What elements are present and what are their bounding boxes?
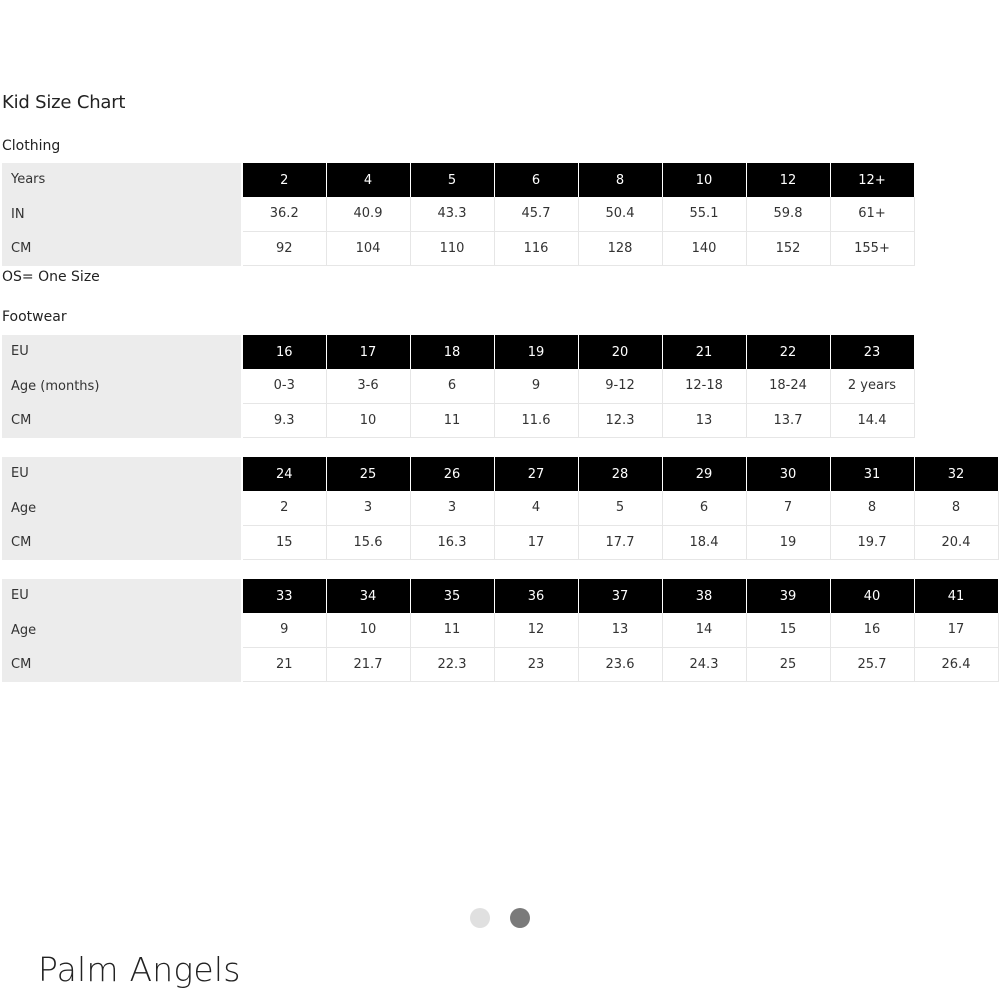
size-header-cell: 38 (662, 579, 746, 613)
size-value-cell: 5 (578, 491, 662, 525)
size-value-cell: 116 (494, 231, 578, 265)
size-value-cell: 43.3 (410, 197, 494, 231)
table-row (2, 491, 998, 525)
size-value-cell: 19 (746, 525, 830, 559)
clothing-table (2, 163, 915, 266)
row-label: CM (2, 403, 242, 437)
row-label: CM (2, 647, 242, 681)
row-label: IN (2, 197, 242, 231)
one-size-note: OS= One Size (2, 269, 100, 285)
size-value-cell: 17 (914, 613, 998, 647)
size-header-cell: 20 (578, 335, 662, 369)
size-value-cell: 155+ (830, 231, 914, 265)
table-row (2, 579, 998, 613)
size-header-cell: 32 (914, 457, 998, 491)
size-header-cell: 2 (242, 163, 326, 197)
size-value-cell: 16 (830, 613, 914, 647)
size-header-cell: 25 (326, 457, 410, 491)
size-value-cell: 21.7 (326, 647, 410, 681)
size-header-cell: 16 (242, 335, 326, 369)
footwear-table-3 (2, 579, 999, 682)
size-value-cell: 14.4 (830, 403, 914, 437)
row-label: CM (2, 525, 242, 559)
size-value-cell: 12-18 (662, 369, 746, 403)
size-value-cell: 12 (494, 613, 578, 647)
size-value-cell: 14 (662, 613, 746, 647)
size-header-cell: 34 (326, 579, 410, 613)
size-header-cell: 36 (494, 579, 578, 613)
size-header-cell: 18 (410, 335, 494, 369)
footwear-table-2 (2, 457, 999, 560)
size-value-cell: 17 (494, 525, 578, 559)
chart-title: Kid Size Chart (2, 92, 126, 113)
size-value-cell: 20.4 (914, 525, 998, 559)
size-header-cell: 6 (494, 163, 578, 197)
size-header-cell: 27 (494, 457, 578, 491)
size-value-cell: 22.3 (410, 647, 494, 681)
size-value-cell: 15 (242, 525, 326, 559)
footwear-section-label: Footwear (2, 309, 67, 325)
table-row (2, 457, 998, 491)
size-value-cell: 23 (494, 647, 578, 681)
size-header-cell: 5 (410, 163, 494, 197)
size-value-cell: 10 (326, 403, 410, 437)
size-value-cell: 7 (746, 491, 830, 525)
size-header-cell: 35 (410, 579, 494, 613)
size-value-cell: 4 (494, 491, 578, 525)
size-header-cell: 12 (746, 163, 830, 197)
size-value-cell: 9-12 (578, 369, 662, 403)
size-value-cell: 45.7 (494, 197, 578, 231)
size-value-cell: 8 (830, 491, 914, 525)
table-row (2, 647, 998, 681)
size-value-cell: 16.3 (410, 525, 494, 559)
carousel-pagination (470, 908, 530, 928)
size-value-cell: 104 (326, 231, 410, 265)
size-value-cell: 8 (914, 491, 998, 525)
table-row (2, 525, 998, 559)
size-value-cell: 13 (578, 613, 662, 647)
size-value-cell: 140 (662, 231, 746, 265)
size-header-cell: 40 (830, 579, 914, 613)
table-row (2, 369, 914, 403)
size-value-cell: 9 (494, 369, 578, 403)
size-value-cell: 6 (662, 491, 746, 525)
size-value-cell: 11 (410, 403, 494, 437)
size-value-cell: 50.4 (578, 197, 662, 231)
size-value-cell: 9.3 (242, 403, 326, 437)
size-header-cell: 28 (578, 457, 662, 491)
size-value-cell: 13 (662, 403, 746, 437)
row-label: Age (2, 491, 242, 525)
size-value-cell: 40.9 (326, 197, 410, 231)
size-value-cell: 61+ (830, 197, 914, 231)
row-label: Age (2, 613, 242, 647)
size-value-cell: 36.2 (242, 197, 326, 231)
size-value-cell: 9 (242, 613, 326, 647)
size-value-cell: 19.7 (830, 525, 914, 559)
size-header-cell: 23 (830, 335, 914, 369)
size-header-cell: 12+ (830, 163, 914, 197)
size-value-cell: 11 (410, 613, 494, 647)
size-header-cell: 19 (494, 335, 578, 369)
size-header-cell: 8 (578, 163, 662, 197)
size-header-cell: 10 (662, 163, 746, 197)
size-value-cell: 18-24 (746, 369, 830, 403)
size-value-cell: 17.7 (578, 525, 662, 559)
size-value-cell: 18.4 (662, 525, 746, 559)
size-header-cell: 17 (326, 335, 410, 369)
size-value-cell: 13.7 (746, 403, 830, 437)
table-row (2, 197, 914, 231)
size-header-cell: 26 (410, 457, 494, 491)
size-value-cell: 25.7 (830, 647, 914, 681)
table-row (2, 613, 998, 647)
clothing-section-label: Clothing (2, 138, 61, 154)
size-header-cell: 4 (326, 163, 410, 197)
size-value-cell: 6 (410, 369, 494, 403)
row-label: Age (months) (2, 369, 242, 403)
row-label: EU (2, 579, 242, 613)
size-value-cell: 11.6 (494, 403, 578, 437)
table-row (2, 403, 914, 437)
size-value-cell: 25 (746, 647, 830, 681)
row-label: EU (2, 457, 242, 491)
size-value-cell: 15 (746, 613, 830, 647)
table-row (2, 335, 914, 369)
size-value-cell: 23.6 (578, 647, 662, 681)
size-value-cell: 10 (326, 613, 410, 647)
size-value-cell: 59.8 (746, 197, 830, 231)
size-header-cell: 33 (242, 579, 326, 613)
size-value-cell: 15.6 (326, 525, 410, 559)
size-value-cell: 2 (242, 491, 326, 525)
carousel-dot-1[interactable] (470, 908, 490, 928)
size-header-cell: 31 (830, 457, 914, 491)
size-value-cell: 152 (746, 231, 830, 265)
size-header-cell: 41 (914, 579, 998, 613)
size-value-cell: 92 (242, 231, 326, 265)
table-row (2, 231, 914, 265)
row-label: Years (2, 163, 242, 197)
size-header-cell: 37 (578, 579, 662, 613)
size-value-cell: 26.4 (914, 647, 998, 681)
size-header-cell: 30 (746, 457, 830, 491)
size-header-cell: 29 (662, 457, 746, 491)
size-value-cell: 12.3 (578, 403, 662, 437)
size-value-cell: 55.1 (662, 197, 746, 231)
footwear-table-1 (2, 335, 915, 438)
size-value-cell: 0-3 (242, 369, 326, 403)
table-row (2, 163, 914, 197)
size-value-cell: 110 (410, 231, 494, 265)
size-value-cell: 24.3 (662, 647, 746, 681)
carousel-dot-2[interactable] (510, 908, 530, 928)
size-value-cell: 2 years (830, 369, 914, 403)
size-header-cell: 39 (746, 579, 830, 613)
size-value-cell: 3 (326, 491, 410, 525)
size-value-cell: 3 (410, 491, 494, 525)
size-value-cell: 21 (242, 647, 326, 681)
size-header-cell: 24 (242, 457, 326, 491)
size-value-cell: 128 (578, 231, 662, 265)
brand-name: Palm Angels (38, 950, 241, 989)
row-label: CM (2, 231, 242, 265)
row-label: EU (2, 335, 242, 369)
size-header-cell: 21 (662, 335, 746, 369)
size-header-cell: 22 (746, 335, 830, 369)
size-value-cell: 3-6 (326, 369, 410, 403)
